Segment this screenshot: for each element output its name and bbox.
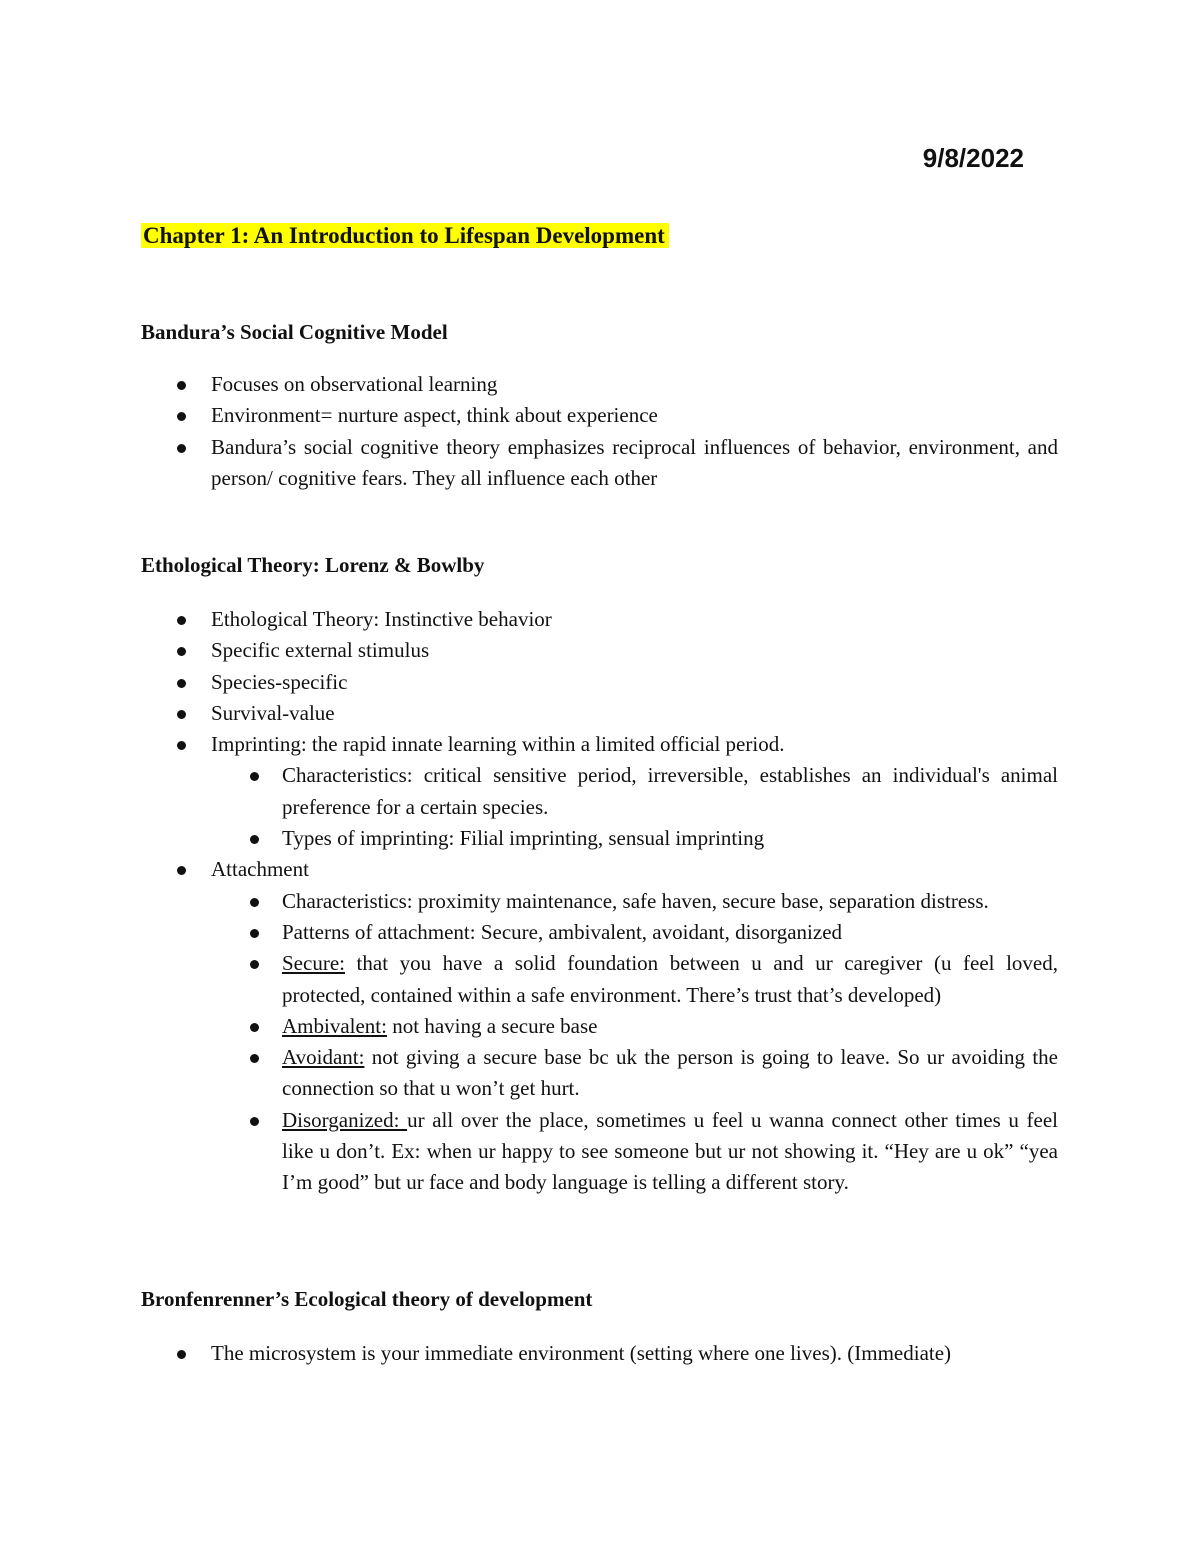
list-item: Imprinting: the rapid innate learning within a limited official period. xyxy=(0,729,1058,760)
bronfenbrenner-list xyxy=(0,1338,1058,1369)
pattern-term: Secure: xyxy=(282,951,345,976)
section-heading-bronfenbrenner: Bronfenrenner’s Ecological theory of development xyxy=(141,1287,593,1311)
section-heading-bandura: Bandura’s Social Cognitive Model xyxy=(141,320,448,344)
attachment-pattern-ambivalent xyxy=(0,1011,1058,1042)
list-item: Ethological Theory: Instinctive behavior xyxy=(0,604,1058,635)
list-item: Focuses on observational learning xyxy=(0,369,1058,400)
pattern-text: ur all over the place, sometimes u feel u wanna connect other times u feel like u don’t. Ex: when ur happy to see someone but ur not showing it. “Hey are u ok” “yea I’m good” but ur face and body language is telling a different story. xyxy=(282,1107,1058,1195)
pattern-text: that you have a solid foundation between u and ur caregiver (u feel loved, protected, contained within a safe environment. There’s trust that’s developed) xyxy=(282,951,1058,1007)
list-item: Environment= nurture aspect, think about experience xyxy=(0,400,1058,431)
pattern-term: Disorganized: xyxy=(282,1107,408,1132)
attachment-pattern-disorganized xyxy=(0,1105,1058,1199)
document-date: 9/8/2022 xyxy=(922,143,1024,173)
chapter-title xyxy=(141,218,669,254)
bandura-list xyxy=(0,369,1058,494)
attachment-pattern-secure xyxy=(0,948,1058,1011)
list-item: Types of imprinting: Filial imprinting, sensual imprinting xyxy=(0,823,1058,854)
list-item: The microsystem is your immediate environment (setting where one lives). (Immediate) xyxy=(0,1338,1058,1369)
list-item: Specific external stimulus xyxy=(0,635,1058,666)
chapter-title-highlight: Chapter 1: An Introduction to Lifespan Development xyxy=(141,223,669,248)
list-item: Characteristics: critical sensitive period, irreversible, establishes an individual's animal preference for a certain species. xyxy=(0,760,1058,823)
list-item: Survival-value xyxy=(0,698,1058,729)
ethological-list xyxy=(0,604,1058,1199)
pattern-text: not having a secure base xyxy=(386,1013,598,1038)
pattern-text: not giving a secure base bc uk the person is going to leave. So ur avoiding the connection so that u won’t get hurt. xyxy=(282,1045,1058,1101)
list-item: Species-specific xyxy=(0,667,1058,698)
list-item: Characteristics: proximity maintenance, safe haven, secure base, separation distress. xyxy=(0,886,1058,917)
list-item: Bandura’s social cognitive theory emphasizes reciprocal influences of behavior, environment, and person/ cognitive fears. They all influence each other xyxy=(0,432,1058,495)
attachment-pattern-avoidant xyxy=(0,1042,1058,1105)
pattern-term: Avoidant: xyxy=(282,1045,365,1070)
section-heading-ethological: Ethological Theory: Lorenz & Bowlby xyxy=(141,553,485,577)
list-item: Attachment xyxy=(0,854,1058,885)
list-item: Patterns of attachment: Secure, ambivalent, avoidant, disorganized xyxy=(0,917,1058,948)
pattern-term: Ambivalent: xyxy=(282,1013,387,1038)
